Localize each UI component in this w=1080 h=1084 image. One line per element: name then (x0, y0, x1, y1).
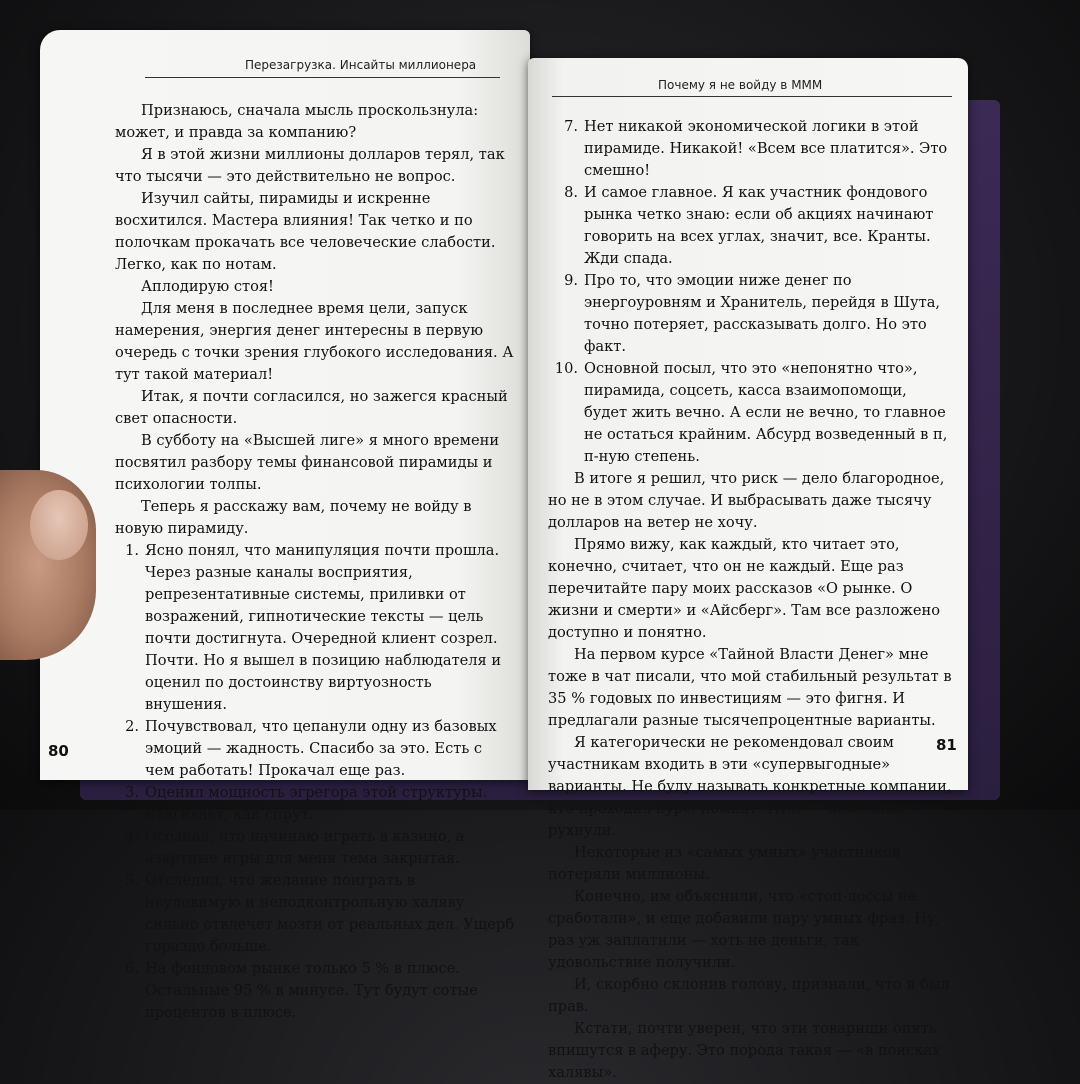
right-header-rule (552, 96, 952, 97)
paragraph: Аплодирую стоя! (141, 278, 274, 295)
paragraph: На первом курсе «Тайной Власти Денег» мне тоже в чат писали, что мой стабильный результат в 35 % годовых по инвестициям — это фигня. И предлагали разные тысячепроцентные варианты. (548, 646, 952, 729)
left-header-rule (145, 77, 500, 78)
paragraph: Кстати, почти уверен, что эти товарищи опять впишутся в аферу. Это порода такая — «в поисках халявы». (548, 1020, 941, 1081)
list-text: Про то, что эмоции ниже денег по энергоуровням и Хранитель, перейдя в Шута, точно потеряет, рассказывать долго. Но это факт. (584, 272, 941, 355)
list-item (115, 716, 515, 782)
paragraph: И, скорбно склонив голову, признали, что я был прав. (548, 976, 950, 1015)
list-text: Отследил, что желание поиграть в неуловимую и неподконтрольную халяву сильно отвлечет мозги от реальных дел. Ущерб гораздо больше. (145, 872, 515, 955)
list-item (115, 958, 515, 1024)
list-item (115, 540, 515, 716)
list-text: Основной посыл, что это «непонятно что», пирамида, соцсеть, касса взаимопомощи, будет жить вечно. А если не вечно, то главное не остаться крайним. Абсурд возведенный в п, п-ную степень. (584, 360, 948, 465)
paragraph: В итоге я решил, что риск — дело благородное, но не в этом случае. И выбрасывать даже тысячу долларов на ветер не хочу. (548, 470, 945, 531)
list-text: Осознал, что начинаю играть в казино, а азартные игры для меня тема закрытая. (145, 828, 465, 867)
right-page-number: 81 (936, 736, 957, 754)
list-text: Оценил мощность эгрегора этой структуры. Втягивает, как спрут. (145, 784, 488, 823)
left-page-body (115, 100, 515, 1024)
list-number: 8. (564, 184, 578, 201)
list-number: 7. (564, 118, 578, 135)
paragraph: Итак, я почти согласился, но зажегся красный свет опасности. (115, 388, 508, 427)
list-item (548, 270, 953, 358)
list-number: 9. (564, 272, 578, 289)
list-number: 2. (125, 718, 139, 735)
list-item (548, 358, 953, 468)
list-number: 4. (125, 828, 139, 845)
list-item (115, 870, 515, 958)
list-number: 5. (125, 872, 139, 889)
right-running-head: Почему я не войду в МММ (658, 78, 823, 92)
left-page-number: 80 (48, 742, 69, 760)
paragraph: Прямо вижу, как каждый, кто читает это, конечно, считает, что он не каждый. Еще раз перечитайте пару моих рассказов «О рынке. О жизни и смерти» и «Айсберг». Там все разложено доступно и понятно. (548, 536, 941, 641)
paragraph: В субботу на «Высшей лиге» я много времени посвятил разбору темы финансовой пирамиды и психологии толпы. (115, 432, 500, 493)
left-running-head: Перезагрузка. Инсайты миллионера (245, 58, 477, 72)
list-text: На фондовом рынке только 5 % в плюсе. Остальные 95 % в минусе. Тут будут сотые процентов в плюсе. (145, 960, 478, 1021)
list-number: 10. (554, 360, 578, 377)
list-number: 1. (125, 542, 139, 559)
list-item (548, 116, 953, 182)
paragraph: Изучил сайты, пирамиды и искренне восхитился. Мастера влияния! Так четко и по полочкам прокачать все человеческие слабости. Легко, как по нотам. (115, 190, 496, 273)
paragraph: Я в этой жизни миллионы долларов терял, так что тысячи — это действительно не вопрос. (115, 146, 505, 185)
paragraph: Теперь я расскажу вам, почему не войду в новую пирамиду. (115, 498, 472, 537)
list-text: Почувствовал, что цепанули одну из базовых эмоций — жадность. Спасибо за это. Есть с чем работать! Прокачал еще раз. (145, 718, 497, 779)
paragraph: Для меня в последнее время цели, запуск намерения, энергия денег интересны в первую очередь с точки зрения глубокого исследования. А тут такой материал! (115, 300, 514, 383)
paragraph: Я категорически не рекомендовал своим участникам входить в эти «супервыгодные» варианты. Не буду называть конкретные компании, кто проходил курс, помнят. Итог — компании рухнули. (548, 734, 952, 839)
list-item (548, 182, 953, 270)
list-text: Нет никакой экономической логики в этой пирамиде. Никакой! «Всем все платится». Это смешно! (584, 118, 948, 179)
list-text: Ясно понял, что манипуляция почти прошла. Через разные каналы восприятия, репрезентативные системы, приливки от возражений, гипнотические тексты — цель почти достигнута. Очередной клиент созрел. Почти. Но я вышел в позицию наблюдателя и оценил по достоинству виртуозность внушения. (145, 542, 502, 713)
paragraph: Конечно, им объяснили, что «стоп-лоссы не сработали», и еще добавили пару умных фраз. Ну, раз уж заплатили — хоть не деньги, так удовольствие получили. (548, 888, 941, 971)
paragraph: Некоторые из «самых умных» участников потеряли миллионы. (548, 844, 901, 883)
thumbnail-nail (30, 490, 88, 560)
right-page-body (548, 116, 953, 1084)
list-item (115, 826, 515, 870)
left-page (40, 30, 530, 1021)
list-number: 3. (125, 784, 139, 801)
list-item (115, 782, 515, 826)
right-page (528, 58, 968, 1081)
list-text: И самое главное. Я как участник фондового рынка четко знаю: если об акциях начинают говорить на всех углах, значит, все. Кранты. Жди спада. (584, 184, 934, 267)
paragraph: Признаюсь, сначала мысль проскользнула: может, и правда за компанию? (115, 102, 479, 141)
list-number: 6. (125, 960, 139, 977)
